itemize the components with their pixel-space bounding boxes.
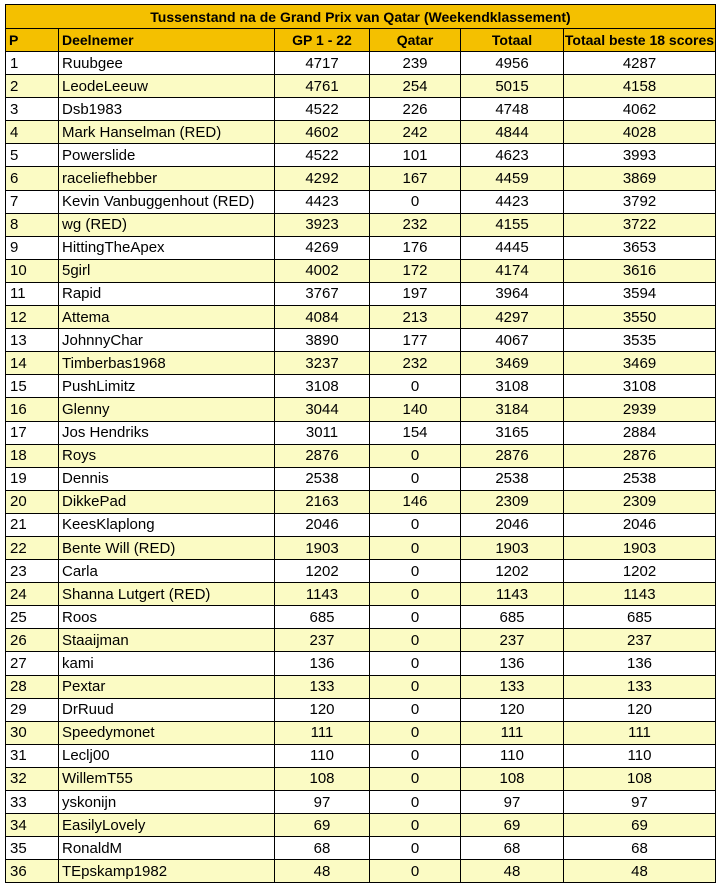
cell-gp-total[interactable]: 1143 xyxy=(275,583,370,606)
cell-position[interactable]: 6 xyxy=(6,167,59,190)
cell-position[interactable]: 17 xyxy=(6,421,59,444)
cell-qatar[interactable]: 232 xyxy=(370,213,461,236)
cell-qatar[interactable]: 154 xyxy=(370,421,461,444)
cell-qatar[interactable]: 0 xyxy=(370,837,461,860)
cell-best-18[interactable]: 3869 xyxy=(564,167,716,190)
cell-participant[interactable]: HittingTheApex xyxy=(59,236,275,259)
cell-best-18[interactable]: 3993 xyxy=(564,144,716,167)
cell-qatar[interactable]: 176 xyxy=(370,236,461,259)
table-row xyxy=(6,444,716,467)
column-header-best-18[interactable]: Totaal beste 18 scores xyxy=(564,29,716,52)
cell-total[interactable]: 97 xyxy=(461,791,564,814)
cell-best-18[interactable]: 3616 xyxy=(564,259,716,282)
cell-participant[interactable]: DikkePad xyxy=(59,490,275,513)
cell-total[interactable]: 237 xyxy=(461,629,564,652)
table-row xyxy=(6,767,716,790)
cell-position[interactable]: 3 xyxy=(6,98,59,121)
cell-gp-total[interactable]: 1202 xyxy=(275,560,370,583)
cell-total[interactable]: 1202 xyxy=(461,560,564,583)
table-row xyxy=(6,167,716,190)
cell-participant[interactable]: WillemT55 xyxy=(59,767,275,790)
cell-best-18[interactable]: 48 xyxy=(564,860,716,883)
cell-participant[interactable]: RonaldM xyxy=(59,837,275,860)
cell-total[interactable]: 3184 xyxy=(461,398,564,421)
cell-participant[interactable]: 5girl xyxy=(59,259,275,282)
cell-best-18[interactable]: 69 xyxy=(564,814,716,837)
cell-participant[interactable]: Powerslide xyxy=(59,144,275,167)
cell-best-18[interactable]: 2046 xyxy=(564,513,716,536)
cell-participant[interactable]: JohnnyChar xyxy=(59,329,275,352)
cell-best-18[interactable]: 237 xyxy=(564,629,716,652)
cell-total[interactable]: 2538 xyxy=(461,467,564,490)
cell-total[interactable]: 1903 xyxy=(461,536,564,559)
table-row xyxy=(6,467,716,490)
column-header-total[interactable]: Totaal xyxy=(461,29,564,52)
cell-qatar[interactable]: 172 xyxy=(370,259,461,282)
cell-participant[interactable]: Shanna Lutgert (RED) xyxy=(59,583,275,606)
cell-participant[interactable]: Carla xyxy=(59,560,275,583)
cell-participant[interactable]: Timberbas1968 xyxy=(59,352,275,375)
cell-total[interactable]: 4297 xyxy=(461,306,564,329)
cell-position[interactable]: 26 xyxy=(6,629,59,652)
cell-position[interactable]: 2 xyxy=(6,75,59,98)
cell-best-18[interactable]: 1903 xyxy=(564,536,716,559)
cell-participant[interactable]: raceliefhebber xyxy=(59,167,275,190)
table-row xyxy=(6,75,716,98)
cell-qatar[interactable]: 0 xyxy=(370,744,461,767)
cell-best-18[interactable]: 2538 xyxy=(564,467,716,490)
standings-table xyxy=(5,4,716,883)
cell-best-18[interactable]: 136 xyxy=(564,652,716,675)
cell-gp-total[interactable]: 3108 xyxy=(275,375,370,398)
cell-total[interactable]: 2876 xyxy=(461,444,564,467)
table-row xyxy=(6,837,716,860)
cell-total[interactable]: 4956 xyxy=(461,52,564,75)
cell-gp-total[interactable]: 4522 xyxy=(275,98,370,121)
cell-qatar[interactable]: 0 xyxy=(370,467,461,490)
cell-participant[interactable]: Rapid xyxy=(59,282,275,305)
cell-qatar[interactable]: 167 xyxy=(370,167,461,190)
cell-gp-total[interactable]: 4269 xyxy=(275,236,370,259)
cell-participant[interactable]: Dennis xyxy=(59,467,275,490)
cell-total[interactable]: 3964 xyxy=(461,282,564,305)
cell-qatar[interactable]: 0 xyxy=(370,860,461,883)
cell-gp-total[interactable]: 69 xyxy=(275,814,370,837)
cell-position[interactable]: 24 xyxy=(6,583,59,606)
cell-total[interactable]: 4067 xyxy=(461,329,564,352)
cell-qatar[interactable]: 0 xyxy=(370,560,461,583)
cell-total[interactable]: 4155 xyxy=(461,213,564,236)
cell-best-18[interactable]: 3108 xyxy=(564,375,716,398)
cell-total[interactable]: 3165 xyxy=(461,421,564,444)
standings-sheet xyxy=(5,4,715,883)
cell-total[interactable]: 4445 xyxy=(461,236,564,259)
cell-qatar[interactable]: 0 xyxy=(370,675,461,698)
cell-total[interactable]: 1143 xyxy=(461,583,564,606)
cell-position[interactable]: 10 xyxy=(6,259,59,282)
cell-best-18[interactable]: 3792 xyxy=(564,190,716,213)
cell-qatar[interactable]: 239 xyxy=(370,52,461,75)
cell-best-18[interactable]: 120 xyxy=(564,698,716,721)
cell-position[interactable]: 23 xyxy=(6,560,59,583)
cell-total[interactable]: 3108 xyxy=(461,375,564,398)
cell-position[interactable]: 16 xyxy=(6,398,59,421)
table-body xyxy=(6,52,716,883)
cell-total[interactable]: 4174 xyxy=(461,259,564,282)
cell-gp-total[interactable]: 4084 xyxy=(275,306,370,329)
cell-best-18[interactable]: 2884 xyxy=(564,421,716,444)
cell-gp-total[interactable]: 3011 xyxy=(275,421,370,444)
cell-qatar[interactable]: 0 xyxy=(370,791,461,814)
cell-gp-total[interactable]: 237 xyxy=(275,629,370,652)
cell-total[interactable]: 120 xyxy=(461,698,564,721)
cell-qatar[interactable]: 177 xyxy=(370,329,461,352)
cell-gp-total[interactable]: 3237 xyxy=(275,352,370,375)
cell-position[interactable]: 5 xyxy=(6,144,59,167)
table-row xyxy=(6,375,716,398)
cell-participant[interactable]: yskonijn xyxy=(59,791,275,814)
table-row xyxy=(6,236,716,259)
cell-gp-total[interactable]: 48 xyxy=(275,860,370,883)
cell-best-18[interactable]: 110 xyxy=(564,744,716,767)
cell-qatar[interactable]: 197 xyxy=(370,282,461,305)
table-row xyxy=(6,606,716,629)
cell-best-18[interactable]: 111 xyxy=(564,721,716,744)
cell-qatar[interactable]: 0 xyxy=(370,583,461,606)
cell-gp-total[interactable]: 120 xyxy=(275,698,370,721)
cell-best-18[interactable]: 4158 xyxy=(564,75,716,98)
table-row xyxy=(6,190,716,213)
cell-qatar[interactable]: 140 xyxy=(370,398,461,421)
cell-total[interactable]: 3469 xyxy=(461,352,564,375)
cell-best-18[interactable]: 2309 xyxy=(564,490,716,513)
cell-participant[interactable]: DrRuud xyxy=(59,698,275,721)
cell-best-18[interactable]: 685 xyxy=(564,606,716,629)
cell-position[interactable]: 32 xyxy=(6,767,59,790)
table-row xyxy=(6,860,716,883)
table-row xyxy=(6,791,716,814)
table-row xyxy=(6,675,716,698)
table-row xyxy=(6,213,716,236)
cell-qatar[interactable]: 226 xyxy=(370,98,461,121)
cell-total[interactable]: 110 xyxy=(461,744,564,767)
cell-position[interactable]: 7 xyxy=(6,190,59,213)
cell-participant[interactable]: Leclj00 xyxy=(59,744,275,767)
table-row xyxy=(6,583,716,606)
cell-total[interactable]: 4423 xyxy=(461,190,564,213)
cell-qatar[interactable]: 0 xyxy=(370,536,461,559)
cell-position[interactable]: 11 xyxy=(6,282,59,305)
title-row xyxy=(6,5,716,29)
cell-qatar[interactable]: 0 xyxy=(370,375,461,398)
table-row xyxy=(6,259,716,282)
cell-position[interactable]: 25 xyxy=(6,606,59,629)
cell-gp-total[interactable]: 4717 xyxy=(275,52,370,75)
table-row xyxy=(6,282,716,305)
cell-position[interactable]: 4 xyxy=(6,121,59,144)
cell-gp-total[interactable]: 108 xyxy=(275,767,370,790)
cell-gp-total[interactable]: 1903 xyxy=(275,536,370,559)
cell-participant[interactable]: Speedymonet xyxy=(59,721,275,744)
cell-gp-total[interactable]: 68 xyxy=(275,837,370,860)
table-row xyxy=(6,421,716,444)
cell-best-18[interactable]: 3535 xyxy=(564,329,716,352)
cell-position[interactable]: 9 xyxy=(6,236,59,259)
cell-participant[interactable]: Dsb1983 xyxy=(59,98,275,121)
cell-total[interactable]: 4623 xyxy=(461,144,564,167)
cell-best-18[interactable]: 133 xyxy=(564,675,716,698)
cell-best-18[interactable]: 1143 xyxy=(564,583,716,606)
cell-best-18[interactable]: 4028 xyxy=(564,121,716,144)
cell-gp-total[interactable]: 4522 xyxy=(275,144,370,167)
cell-participant[interactable]: Pextar xyxy=(59,675,275,698)
cell-best-18[interactable]: 4287 xyxy=(564,52,716,75)
cell-total[interactable]: 685 xyxy=(461,606,564,629)
cell-qatar[interactable]: 254 xyxy=(370,75,461,98)
cell-total[interactable]: 69 xyxy=(461,814,564,837)
cell-gp-total[interactable]: 4761 xyxy=(275,75,370,98)
cell-position[interactable]: 33 xyxy=(6,791,59,814)
cell-gp-total[interactable]: 4423 xyxy=(275,190,370,213)
cell-best-18[interactable]: 2939 xyxy=(564,398,716,421)
cell-gp-total[interactable]: 4002 xyxy=(275,259,370,282)
cell-gp-total[interactable]: 2876 xyxy=(275,444,370,467)
cell-participant[interactable]: Glenny xyxy=(59,398,275,421)
table-row xyxy=(6,490,716,513)
cell-participant[interactable]: kami xyxy=(59,652,275,675)
cell-participant[interactable]: LeodeLeeuw xyxy=(59,75,275,98)
table-row xyxy=(6,652,716,675)
cell-position[interactable]: 19 xyxy=(6,467,59,490)
cell-gp-total[interactable]: 3767 xyxy=(275,282,370,305)
cell-participant[interactable]: Jos Hendriks xyxy=(59,421,275,444)
cell-best-18[interactable]: 68 xyxy=(564,837,716,860)
column-header-position[interactable]: P xyxy=(6,29,59,52)
cell-qatar[interactable]: 0 xyxy=(370,652,461,675)
cell-position[interactable]: 20 xyxy=(6,490,59,513)
table-row xyxy=(6,629,716,652)
cell-qatar[interactable]: 0 xyxy=(370,606,461,629)
cell-participant[interactable]: Ruubgee xyxy=(59,52,275,75)
cell-participant[interactable]: PushLimitz xyxy=(59,375,275,398)
cell-best-18[interactable]: 2876 xyxy=(564,444,716,467)
cell-position[interactable]: 27 xyxy=(6,652,59,675)
cell-position[interactable]: 13 xyxy=(6,329,59,352)
cell-qatar[interactable]: 0 xyxy=(370,444,461,467)
cell-best-18[interactable]: 3722 xyxy=(564,213,716,236)
cell-gp-total[interactable]: 2163 xyxy=(275,490,370,513)
table-row xyxy=(6,121,716,144)
cell-position[interactable]: 21 xyxy=(6,513,59,536)
cell-position[interactable]: 35 xyxy=(6,837,59,860)
table-row xyxy=(6,98,716,121)
cell-total[interactable]: 4844 xyxy=(461,121,564,144)
cell-best-18[interactable]: 3653 xyxy=(564,236,716,259)
table-row xyxy=(6,144,716,167)
cell-gp-total[interactable]: 4602 xyxy=(275,121,370,144)
table-row xyxy=(6,513,716,536)
table-row xyxy=(6,352,716,375)
cell-total[interactable]: 2309 xyxy=(461,490,564,513)
column-header-gp-total[interactable]: GP 1 - 22 xyxy=(275,29,370,52)
cell-participant[interactable]: KeesKlaplong xyxy=(59,513,275,536)
cell-gp-total[interactable]: 97 xyxy=(275,791,370,814)
cell-qatar[interactable]: 242 xyxy=(370,121,461,144)
cell-qatar[interactable]: 0 xyxy=(370,513,461,536)
cell-participant[interactable]: Kevin Vanbuggenhout (RED) xyxy=(59,190,275,213)
cell-position[interactable]: 14 xyxy=(6,352,59,375)
table-row xyxy=(6,560,716,583)
table-row xyxy=(6,329,716,352)
cell-participant[interactable]: EasilyLovely xyxy=(59,814,275,837)
cell-qatar[interactable]: 213 xyxy=(370,306,461,329)
cell-position[interactable]: 28 xyxy=(6,675,59,698)
cell-qatar[interactable]: 0 xyxy=(370,814,461,837)
cell-total[interactable]: 68 xyxy=(461,837,564,860)
column-header-row xyxy=(6,29,716,52)
table-row xyxy=(6,721,716,744)
cell-participant[interactable]: Bente Will (RED) xyxy=(59,536,275,559)
cell-gp-total[interactable]: 111 xyxy=(275,721,370,744)
cell-gp-total[interactable]: 110 xyxy=(275,744,370,767)
table-row xyxy=(6,306,716,329)
cell-total[interactable]: 4748 xyxy=(461,98,564,121)
cell-gp-total[interactable]: 2046 xyxy=(275,513,370,536)
cell-gp-total[interactable]: 685 xyxy=(275,606,370,629)
column-header-qatar[interactable]: Qatar xyxy=(370,29,461,52)
table-row xyxy=(6,814,716,837)
table-row xyxy=(6,536,716,559)
cell-qatar[interactable]: 146 xyxy=(370,490,461,513)
cell-qatar[interactable]: 0 xyxy=(370,721,461,744)
table-row xyxy=(6,398,716,421)
cell-participant[interactable]: Mark Hanselman (RED) xyxy=(59,121,275,144)
cell-best-18[interactable]: 3550 xyxy=(564,306,716,329)
cell-total[interactable]: 133 xyxy=(461,675,564,698)
cell-gp-total[interactable]: 2538 xyxy=(275,467,370,490)
cell-total[interactable]: 111 xyxy=(461,721,564,744)
cell-position[interactable]: 18 xyxy=(6,444,59,467)
cell-total[interactable]: 108 xyxy=(461,767,564,790)
cell-gp-total[interactable]: 3044 xyxy=(275,398,370,421)
cell-position[interactable]: 31 xyxy=(6,744,59,767)
cell-position[interactable]: 34 xyxy=(6,814,59,837)
cell-participant[interactable]: Roos xyxy=(59,606,275,629)
cell-total[interactable]: 4459 xyxy=(461,167,564,190)
cell-position[interactable]: 1 xyxy=(6,52,59,75)
cell-gp-total[interactable]: 133 xyxy=(275,675,370,698)
cell-best-18[interactable]: 108 xyxy=(564,767,716,790)
cell-position[interactable]: 15 xyxy=(6,375,59,398)
cell-participant[interactable]: Staaijman xyxy=(59,629,275,652)
cell-qatar[interactable]: 0 xyxy=(370,629,461,652)
cell-total[interactable]: 136 xyxy=(461,652,564,675)
cell-best-18[interactable]: 3594 xyxy=(564,282,716,305)
cell-gp-total[interactable]: 3923 xyxy=(275,213,370,236)
cell-total[interactable]: 5015 xyxy=(461,75,564,98)
cell-total[interactable]: 2046 xyxy=(461,513,564,536)
cell-qatar[interactable]: 232 xyxy=(370,352,461,375)
cell-qatar[interactable]: 101 xyxy=(370,144,461,167)
cell-best-18[interactable]: 97 xyxy=(564,791,716,814)
cell-best-18[interactable]: 4062 xyxy=(564,98,716,121)
cell-gp-total[interactable]: 3890 xyxy=(275,329,370,352)
cell-position[interactable]: 29 xyxy=(6,698,59,721)
cell-qatar[interactable]: 0 xyxy=(370,190,461,213)
table-header xyxy=(6,5,716,52)
cell-participant[interactable]: TEpskamp1982 xyxy=(59,860,275,883)
cell-position[interactable]: 8 xyxy=(6,213,59,236)
cell-qatar[interactable]: 0 xyxy=(370,767,461,790)
cell-qatar[interactable]: 0 xyxy=(370,698,461,721)
cell-total[interactable]: 48 xyxy=(461,860,564,883)
cell-position[interactable]: 22 xyxy=(6,536,59,559)
cell-best-18[interactable]: 1202 xyxy=(564,560,716,583)
table-row xyxy=(6,698,716,721)
cell-position[interactable]: 12 xyxy=(6,306,59,329)
cell-best-18[interactable]: 3469 xyxy=(564,352,716,375)
cell-position[interactable]: 36 xyxy=(6,860,59,883)
column-header-participant[interactable]: Deelnemer xyxy=(59,29,275,52)
cell-participant[interactable]: wg (RED) xyxy=(59,213,275,236)
table-title: Tussenstand na de Grand Prix van Qatar (Weekendklassement) xyxy=(6,5,716,29)
cell-position[interactable]: 30 xyxy=(6,721,59,744)
table-row xyxy=(6,52,716,75)
cell-participant[interactable]: Roys xyxy=(59,444,275,467)
table-row xyxy=(6,744,716,767)
cell-gp-total[interactable]: 136 xyxy=(275,652,370,675)
cell-gp-total[interactable]: 4292 xyxy=(275,167,370,190)
cell-participant[interactable]: Attema xyxy=(59,306,275,329)
